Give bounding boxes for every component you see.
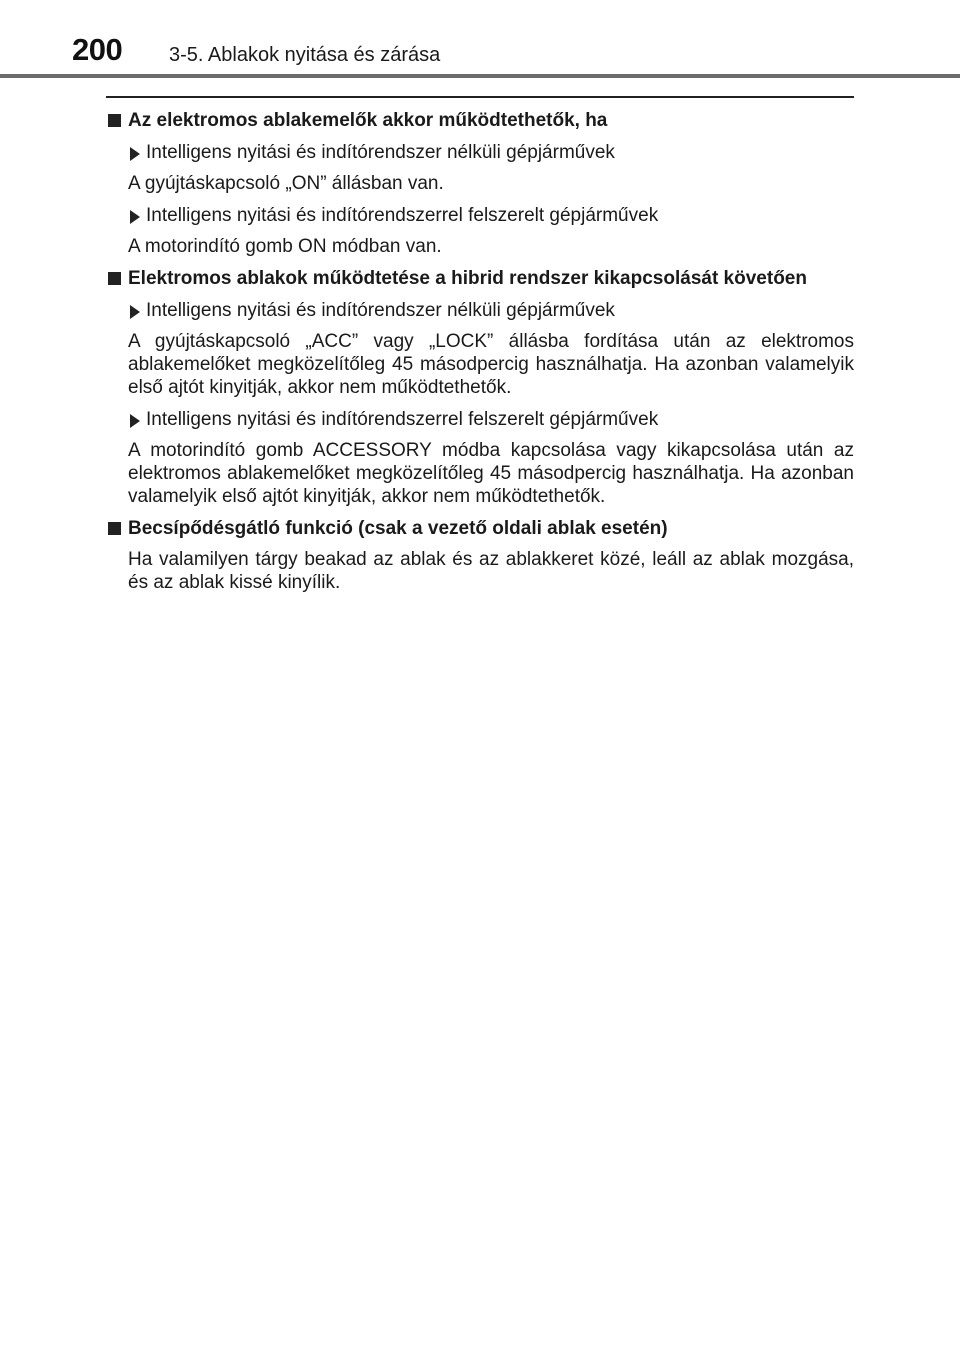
subsection-label — [130, 140, 854, 166]
subsection-label-text: Intelligens nyitási és indítórendszerrel felszerelt gépjárművek — [146, 409, 659, 430]
paragraph: A gyújtáskapcsoló „ACC” vagy „LOCK” állásba fordítása után az elektromos ablakemelőket megközelítőleg 45 másodpercig használhatja. Ha azonban valamelyik első ajtót kinyitják, akkor nem működtethetők. — [128, 331, 854, 398]
section-heading-text: Becsípődésgátló funkció (csak a vezető oldali ablak esetén) — [128, 518, 668, 539]
page-header — [0, 0, 960, 80]
square-bullet-icon — [108, 272, 121, 285]
square-bullet-icon — [108, 114, 121, 127]
paragraph: Ha valamilyen tárgy beakad az ablak és az ablakkeret közé, leáll az ablak mozgása, és az ablak kissé kinyílik. — [128, 549, 854, 593]
section-heading — [106, 108, 854, 134]
section-title: 3-5. Ablakok nyitása és zárása — [169, 44, 441, 66]
triangle-bullet-icon — [130, 414, 140, 428]
subsection-label-text: Intelligens nyitási és indítórendszerrel felszerelt gépjárművek — [146, 205, 659, 226]
paragraph: A motorindító gomb ON módban van. — [128, 236, 442, 257]
subsection-label-text: Intelligens nyitási és indítórendszer nélküli gépjárművek — [146, 142, 615, 163]
triangle-bullet-icon — [130, 305, 140, 319]
subsection-label — [130, 407, 854, 433]
subsection-label-text: Intelligens nyitási és indítórendszer nélküli gépjárművek — [146, 300, 615, 321]
subsection-label — [130, 298, 854, 324]
square-bullet-icon — [108, 522, 121, 535]
paragraph: A gyújtáskapcsoló „ON” állásban van. — [128, 173, 444, 194]
section-heading — [106, 516, 854, 542]
triangle-bullet-icon — [130, 210, 140, 224]
section-heading-text: Elektromos ablakok működtetése a hibrid rendszer kikapcsolását követően — [128, 268, 807, 289]
page-number: 200 — [72, 32, 123, 67]
section-after-shutdown — [106, 266, 854, 508]
section-heading — [106, 266, 854, 292]
section-jam-protection — [106, 516, 854, 594]
section-operating-conditions — [106, 108, 854, 258]
triangle-bullet-icon — [130, 147, 140, 161]
paragraph: A motorindító gomb ACCESSORY módba kapcsolása vagy kikapcsolása után az elektromos ablakemelőket megközelítőleg 45 másodpercig használhatja. Ha azonban valamelyik első ajtót kinyitják, akkor nem működtethetők. — [128, 440, 854, 507]
subsection-label — [130, 203, 854, 229]
header-divider — [0, 74, 960, 78]
page-content — [106, 96, 854, 602]
section-heading-text: Az elektromos ablakemelők akkor működtethetők, ha — [128, 110, 608, 131]
